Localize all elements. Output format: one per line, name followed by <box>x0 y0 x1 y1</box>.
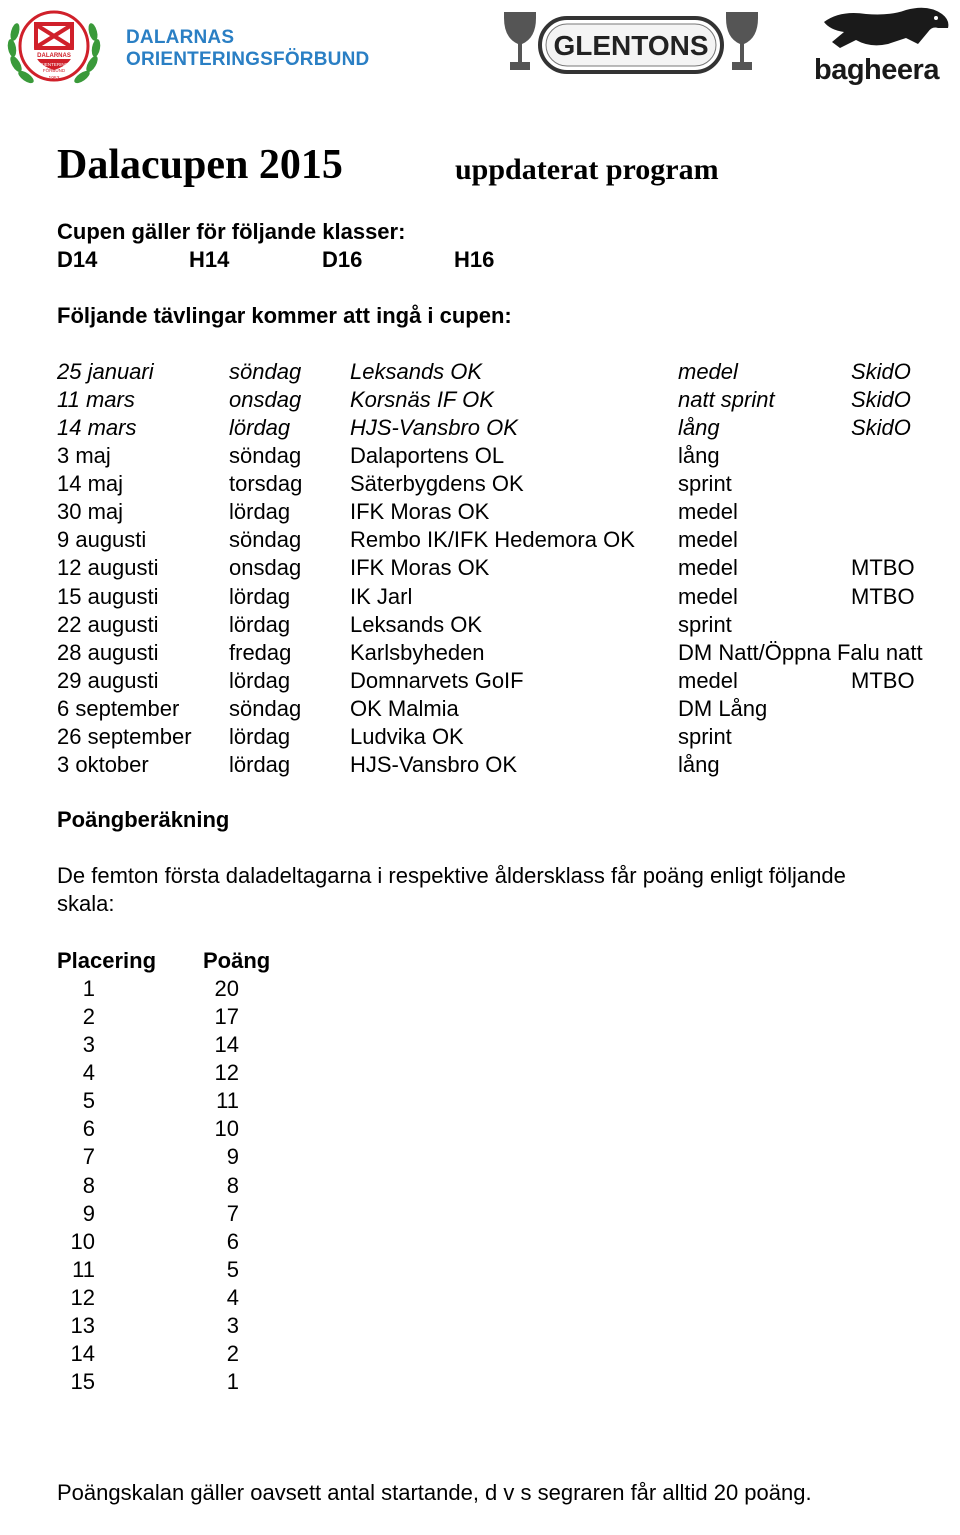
event-date: 25 januari <box>57 359 154 384</box>
event-type: sprint <box>678 471 732 497</box>
scale-place: 15 <box>70 1368 95 1394</box>
class-item: D14 <box>57 247 98 272</box>
event-weekday: lördag <box>229 723 291 749</box>
event-row <box>57 639 957 667</box>
event-type: sprint <box>678 611 732 637</box>
event-discipline: SkidO <box>851 415 911 441</box>
scale-points: 4 <box>226 1284 239 1310</box>
event-weekday: söndag <box>229 443 302 469</box>
scale-place: 13 <box>70 1312 95 1338</box>
event-club: Dalaportens OL <box>350 443 505 469</box>
event-weekday: lördag <box>229 415 291 441</box>
dof-badge-logo <box>4 4 104 90</box>
event-club: Ludvika OK <box>350 723 464 749</box>
event-type: lång <box>678 443 720 469</box>
scale-row <box>57 1087 357 1115</box>
event-date: 30 maj <box>57 499 124 525</box>
event-type: medel <box>678 555 738 581</box>
scale-place: 14 <box>70 1340 95 1366</box>
scale-row <box>57 1143 357 1171</box>
event-type: lång <box>678 751 720 777</box>
event-row <box>57 751 957 779</box>
event-type: lång <box>678 415 720 441</box>
event-row <box>57 667 957 695</box>
events-heading: Följande tävlingar kommer att ingå i cupen: <box>57 303 512 328</box>
scale-points: 6 <box>226 1228 239 1254</box>
event-date: 26 september <box>57 723 192 749</box>
scale-header-row <box>57 947 357 975</box>
event-discipline: MTBO <box>851 555 915 581</box>
scale-place: 9 <box>82 1200 95 1226</box>
event-row <box>57 554 957 582</box>
event-weekday: onsdag <box>229 387 302 413</box>
scale-points: 1 <box>226 1368 239 1394</box>
event-discipline: SkidO <box>851 359 911 384</box>
event-weekday: onsdag <box>229 555 302 581</box>
event-club: Domnarvets GoIF <box>350 667 524 693</box>
event-row <box>57 723 957 751</box>
event-date: 14 mars <box>57 415 137 441</box>
scale-place: 3 <box>82 1032 95 1058</box>
scale-place: 1 <box>82 976 95 1002</box>
dof-name-line1: DALARNAS <box>126 27 235 48</box>
page-header <box>0 0 960 95</box>
event-date: 28 augusti <box>57 639 159 665</box>
scale-points: 8 <box>226 1172 239 1198</box>
event-weekday: lördag <box>229 611 291 637</box>
scale-points: 9 <box>226 1144 239 1170</box>
event-discipline: SkidO <box>851 387 911 413</box>
svg-text:DALARNAS: DALARNAS <box>37 53 71 59</box>
scale-place: 12 <box>70 1284 95 1310</box>
event-date: 12 augusti <box>57 555 159 581</box>
event-club: Säterbygdens OK <box>350 471 524 497</box>
event-club: IFK Moras OK <box>350 555 490 581</box>
event-date: 11 mars <box>57 387 135 413</box>
page-subtitle: uppdaterat program <box>455 153 719 186</box>
event-type: medel <box>678 527 738 553</box>
event-type: medel <box>678 667 738 693</box>
event-type: natt sprint <box>678 387 775 413</box>
event-weekday: lördag <box>229 583 291 609</box>
event-discipline: MTBO <box>851 583 915 609</box>
event-row <box>57 386 957 414</box>
scale-points: 17 <box>214 1004 239 1030</box>
event-club: Rembo IK/IFK Hedemora OK <box>350 527 635 553</box>
event-date: 6 september <box>57 695 180 721</box>
scale-row <box>57 1003 357 1031</box>
event-club: Karlsbyheden <box>350 639 485 665</box>
scale-points: 5 <box>226 1256 239 1282</box>
svg-text:FÖRBUND: FÖRBUND <box>42 68 66 73</box>
event-weekday: söndag <box>229 695 302 721</box>
points-scale-table <box>57 947 357 1396</box>
scale-points: 7 <box>226 1200 239 1226</box>
scale-place: 11 <box>72 1256 95 1282</box>
scale-place: 5 <box>82 1088 95 1114</box>
dof-name-line2: ORIENTERINGSFÖRBUND <box>126 49 370 70</box>
event-row <box>57 583 957 611</box>
event-weekday: lördag <box>229 499 291 525</box>
scale-points: 20 <box>214 976 239 1002</box>
scale-points: 2 <box>226 1340 239 1366</box>
class-item: D16 <box>322 247 363 272</box>
dof-name <box>126 27 369 71</box>
event-row <box>57 470 957 498</box>
event-row <box>57 442 957 470</box>
scale-place: 8 <box>82 1172 95 1198</box>
event-date: 15 augusti <box>57 583 159 609</box>
bagheera-wordmark: bagheera <box>814 54 939 86</box>
event-date: 3 oktober <box>57 751 149 777</box>
event-club: Korsnäs IF OK <box>350 387 494 413</box>
event-date: 14 maj <box>57 471 124 497</box>
event-weekday: fredag <box>229 639 292 665</box>
event-row <box>57 695 957 723</box>
points-intro: De femton första daladeltagarna i respektive åldersklass får poäng enligt följande skala: <box>57 863 846 916</box>
scale-points: 12 <box>214 1060 239 1086</box>
scale-points: 3 <box>226 1312 239 1338</box>
event-club: IK Jarl <box>350 583 413 609</box>
event-type: DM Natt/Öppna Falu natt <box>678 639 923 665</box>
event-weekday: söndag <box>229 359 302 384</box>
svg-text:GLENTONS: GLENTONS <box>553 30 709 61</box>
scale-place: 10 <box>70 1228 95 1254</box>
event-row <box>57 526 957 554</box>
event-weekday: söndag <box>229 527 302 553</box>
scale-row <box>57 1031 357 1059</box>
event-club: IFK Moras OK <box>350 499 490 525</box>
event-club: HJS-Vansbro OK <box>350 415 518 441</box>
page-title: Dalacupen 2015 <box>57 142 343 188</box>
event-type: medel <box>678 583 738 609</box>
event-club: Leksands OK <box>350 359 483 384</box>
scale-row <box>57 1059 357 1087</box>
scale-row <box>57 1312 357 1340</box>
event-row <box>57 414 957 442</box>
scale-row <box>57 1340 357 1368</box>
event-discipline: MTBO <box>851 667 915 693</box>
scale-points: 11 <box>216 1088 239 1114</box>
event-club: HJS-Vansbro OK <box>350 751 518 777</box>
scale-row <box>57 1115 357 1143</box>
glentons-logo <box>500 8 762 84</box>
scale-row <box>57 1228 357 1256</box>
scale-row <box>57 975 357 1003</box>
event-date: 29 augusti <box>57 667 159 693</box>
class-item: H16 <box>454 247 495 272</box>
points-heading: Poängberäkning <box>57 807 230 832</box>
scale-place: 6 <box>82 1116 95 1142</box>
event-row <box>57 358 957 386</box>
event-date: 3 maj <box>57 443 111 469</box>
event-club: Leksands OK <box>350 611 483 637</box>
event-type: medel <box>678 499 738 525</box>
events-table <box>57 358 957 779</box>
svg-text:1953: 1953 <box>48 76 60 82</box>
scale-place: 4 <box>82 1060 95 1086</box>
points-header: Poäng <box>203 948 271 973</box>
event-weekday: torsdag <box>229 471 303 497</box>
event-type: DM Lång <box>678 695 768 721</box>
scale-row <box>57 1368 357 1396</box>
scale-row <box>57 1200 357 1228</box>
event-type: sprint <box>678 723 732 749</box>
scale-row <box>57 1172 357 1200</box>
scale-place: 2 <box>82 1004 95 1030</box>
event-date: 9 augusti <box>57 527 147 553</box>
event-row <box>57 498 957 526</box>
event-weekday: lördag <box>229 667 291 693</box>
classes-heading: Cupen gäller för följande klasser: <box>57 219 406 244</box>
event-row <box>57 611 957 639</box>
event-type: medel <box>678 359 738 384</box>
event-club: OK Malmia <box>350 695 459 721</box>
placing-header: Placering <box>57 948 157 973</box>
event-date: 22 augusti <box>57 611 159 637</box>
event-weekday: lördag <box>229 751 291 777</box>
scale-place: 7 <box>82 1144 95 1170</box>
svg-text:ORIENTERINGS: ORIENTERINGS <box>36 62 72 67</box>
class-item: H14 <box>189 247 230 272</box>
points-footer-note: Poängskalan gäller oavsett antal startande, d v s segraren får alltid 20 poäng. <box>57 1480 812 1505</box>
scale-row <box>57 1256 357 1284</box>
scale-row <box>57 1284 357 1312</box>
scale-points: 14 <box>214 1032 239 1058</box>
scale-points: 10 <box>214 1116 239 1142</box>
